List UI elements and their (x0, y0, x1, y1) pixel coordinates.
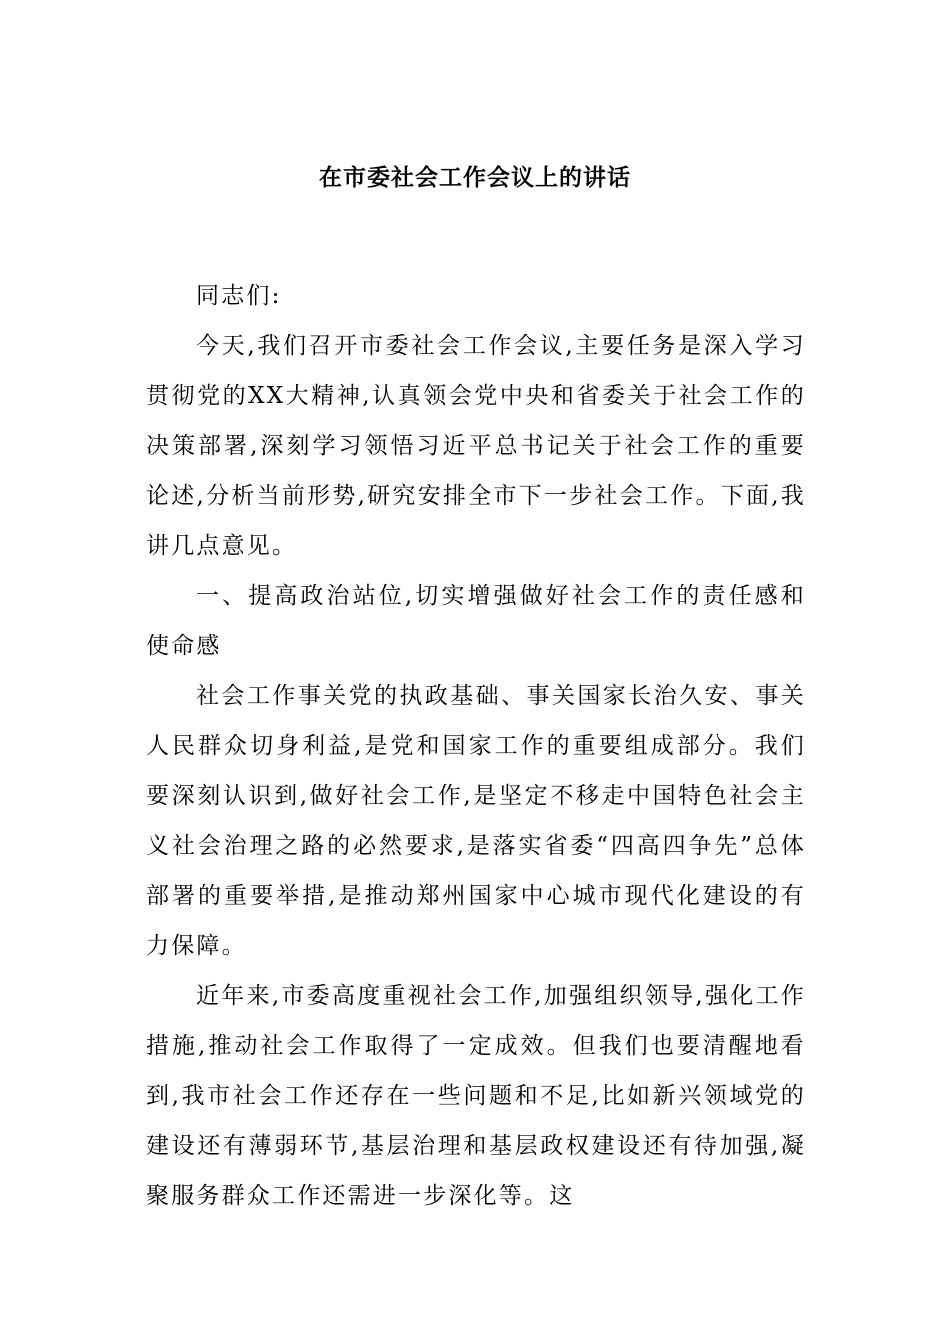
document-body (146, 271, 806, 1221)
document-title: 在市委社会工作会议上的讲话 (319, 165, 631, 191)
paragraph-achievements-problems: 近年来,市委高度重视社会工作,加强组织领导,强化工作措施,推动社会工作取得了一定成效。但我们也要清醒地看到,我市社会工作还存在一些问题和不足,比如新兴领域党的建设还有薄弱环节,基层治理和基层政权建设还有待加强,凝聚服务群众工作还需进一步深化等。这 (146, 983, 806, 1209)
section-heading-1: 一、提高政治站位,切实增强做好社会工作的责任感和使命感 (146, 583, 806, 659)
paragraph-significance: 社会工作事关党的执政基础、事关国家长治久安、事关人民群众切身利益,是党和国家工作的重要组成部分。我们要深刻认识到,做好社会工作,是坚定不移走中国特色社会主义社会治理之路的必然要求,是落实省委“四高四争先”总体部署的重要举措,是推动郑州国家中心城市现代化建设的有力保障。 (146, 683, 806, 959)
salutation: 同志们: (196, 283, 282, 309)
paragraph-intro: 今天,我们召开市委社会工作会议,主要任务是深入学习贯彻党的XX大精神,认真领会党中央和省委关于社会工作的决策部署,深刻学习领悟习近平总书记关于社会工作的重要论述,分析当前形势,研究安排全市下一步社会工作。下面,我讲几点意见。 (146, 333, 806, 559)
